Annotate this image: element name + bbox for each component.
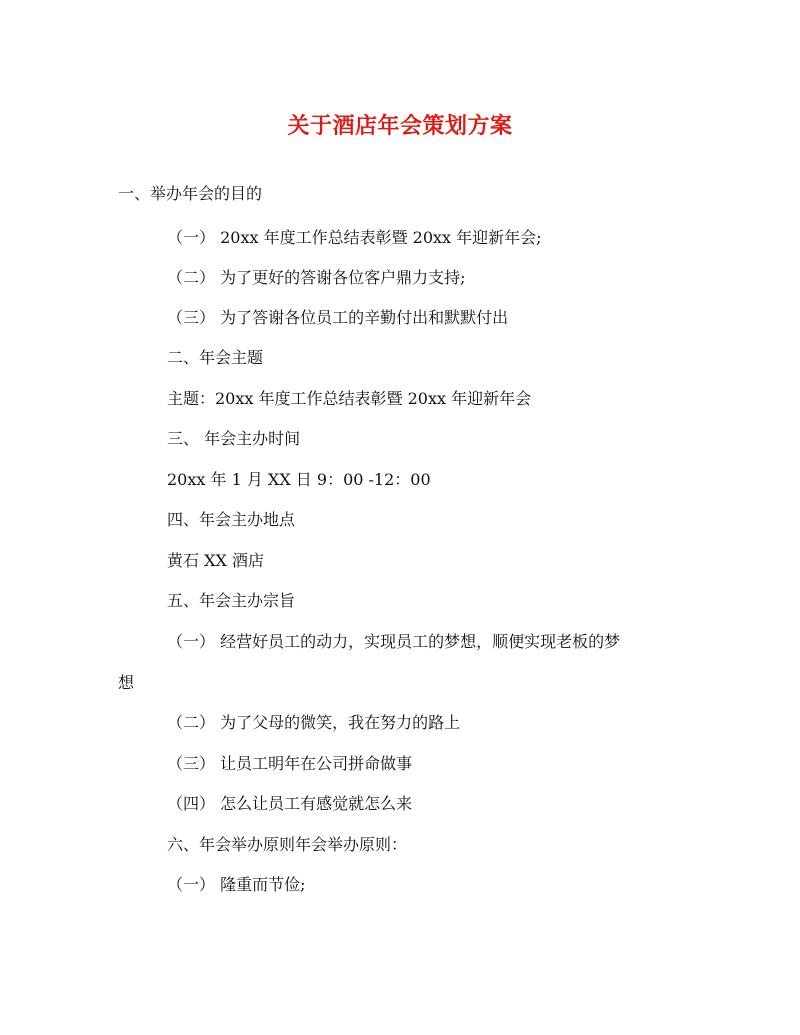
section-heading: 二、年会主题: [167, 348, 264, 367]
section-heading: 五、年会主办宗旨: [167, 591, 296, 610]
paragraph-line: （一） 20xx 年度工作总结表彰暨 20xx 年迎新年会;: [167, 228, 542, 247]
document-title: 关于酒店年会策划方案: [287, 113, 513, 139]
paragraph-line: （一） 经营好员工的动力，实现员工的梦想，顺便实现老板的梦: [167, 632, 621, 651]
paragraph-line: （三） 为了答谢各位员工的辛勤付出和默默付出: [167, 308, 509, 327]
paragraph-line-continuation: 想: [118, 673, 135, 692]
section-heading: 一、举办年会的目的: [118, 184, 263, 203]
section-heading: 六、年会举办原则年会举办原则：: [167, 835, 408, 854]
paragraph-line: 黄石 XX 酒店: [167, 551, 264, 570]
paragraph-line: 主题：20xx 年度工作总结表彰暨 20xx 年迎新年会: [167, 389, 532, 408]
section-heading: 三、 年会主办时间: [167, 429, 301, 448]
paragraph-line: （二） 为了更好的答谢各位客户鼎力支持;: [167, 268, 466, 287]
paragraph-line: （四） 怎么让员工有感觉就怎么来: [167, 794, 413, 813]
paragraph-line: （三） 让员工明年在公司拼命做事: [167, 754, 413, 773]
paragraph-line: （一） 隆重而节俭;: [167, 875, 306, 894]
paragraph-line: 20xx 年 1 月 XX 日 9：00 -12：00: [167, 470, 431, 489]
paragraph-line: （二） 为了父母的微笑，我在努力的路上: [167, 713, 461, 732]
section-heading: 四、年会主办地点: [167, 510, 296, 529]
